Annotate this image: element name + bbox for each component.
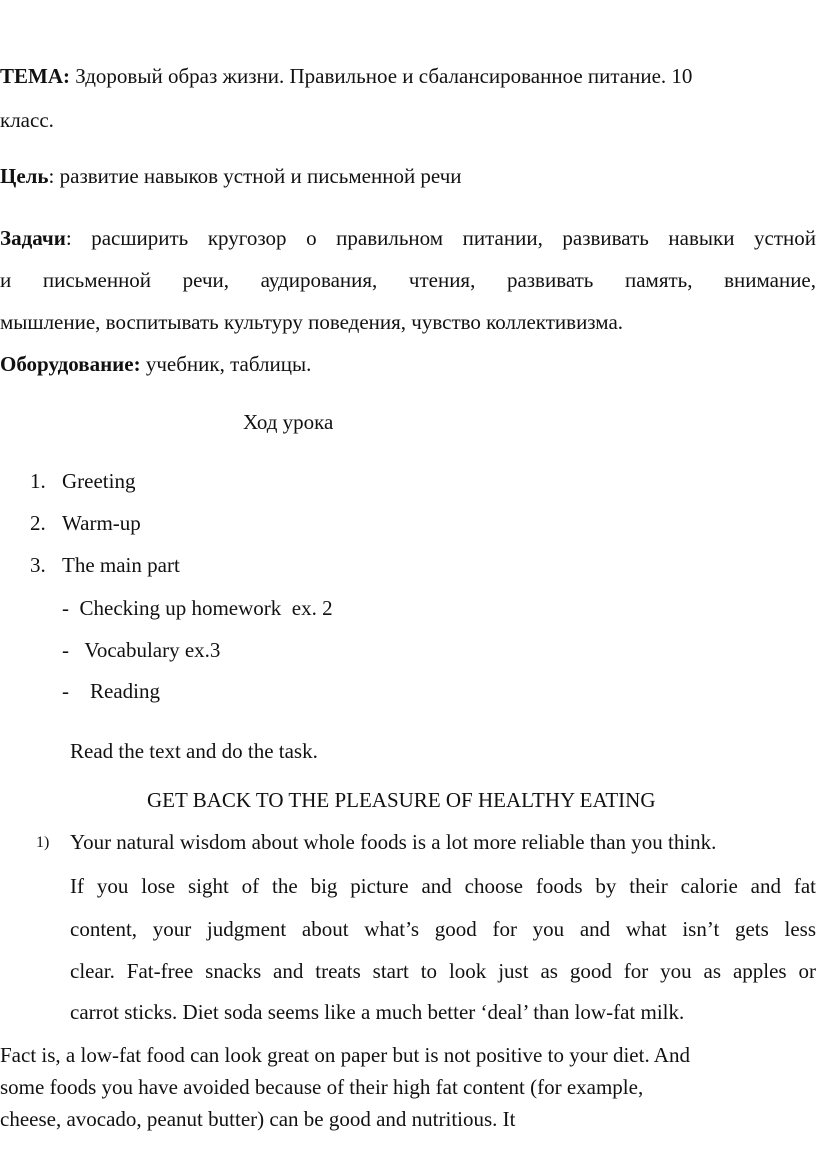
topic-label: ТЕМА:: [0, 64, 70, 88]
list-text: The main part: [62, 553, 180, 577]
tasks-word: речи,: [182, 268, 229, 292]
paragraph-number: 1): [36, 834, 50, 851]
tasks-word: устной: [754, 226, 816, 250]
paragraph-line: Your natural wisdom about whole foods is a lot more reliable than you think.: [70, 830, 717, 854]
goal-text: : развитие навыков устной и письменной речи: [48, 164, 462, 188]
tasks-word: чтения,: [408, 268, 476, 292]
text-line: cheese, avocado, peanut butter) can be good and nutritious. It: [0, 1107, 516, 1131]
sub-item: - Vocabulary ex.3: [62, 638, 221, 662]
tasks-word: питании,: [462, 226, 543, 250]
topic-line-1: [0, 66, 692, 87]
sub-item: - Reading: [62, 679, 160, 703]
instruction: Read the text and do the task.: [70, 739, 318, 763]
topic-text: Здоровый образ жизни. Правильное и сбалансированное питание. 10: [75, 64, 693, 88]
equipment-label: Оборудование:: [0, 352, 141, 376]
tasks-word: память,: [624, 268, 693, 292]
list-text: Greeting: [62, 469, 136, 493]
tasks-word: развивать: [562, 226, 649, 250]
goal-line: [0, 166, 462, 187]
tasks-word: внимание,: [724, 268, 816, 292]
tasks-colon: :: [65, 226, 72, 250]
equipment-text: учебник, таблицы.: [145, 352, 312, 376]
tasks-label-group: [0, 228, 72, 249]
tasks-word: правильном: [336, 226, 444, 250]
tasks-word: письменной: [42, 268, 152, 292]
tasks-word: аудирования,: [260, 268, 378, 292]
text-line: Fact is, a low-fat food can look great on paper but is not positive to your diet. And: [0, 1043, 690, 1067]
tasks-line-1: [0, 228, 816, 249]
goal-label: Цель: [0, 164, 49, 188]
tasks-line-3: мышление, воспитывать культуру поведения, чувство коллективизма.: [0, 310, 624, 334]
equipment-line: [0, 354, 311, 375]
topic-line-2: класс.: [0, 108, 54, 132]
tasks-word: навыки: [668, 226, 735, 250]
paragraph-line: content, your judgment about what’s good for you and what isn’t gets less: [70, 917, 816, 941]
sub-item: - Checking up homework ex. 2: [62, 596, 333, 620]
tasks-line-2: [0, 270, 816, 291]
text-line: some foods you have avoided because of their high fat content (for example,: [0, 1075, 644, 1099]
article-title: GET BACK TO THE PLEASURE OF HEALTHY EATING: [147, 788, 656, 812]
tasks-label: Задачи: [0, 226, 66, 250]
paragraph-line: If you lose sight of the big picture and choose foods by their calorie and fat: [70, 874, 816, 898]
paragraph-line: carrot sticks. Diet soda seems like a much better ‘deal’ than low-fat milk.: [70, 1000, 685, 1024]
list-number: 3.: [30, 553, 46, 577]
paragraph-line: clear. Fat-free snacks and treats start to look just as good for you as apples or: [70, 959, 816, 983]
tasks-word: развивать: [506, 268, 594, 292]
tasks-word: кругозор: [207, 226, 287, 250]
tasks-word: о: [306, 226, 317, 250]
list-text: Warm-up: [62, 511, 141, 535]
list-number: 1.: [30, 469, 46, 493]
tasks-word: расширить: [91, 226, 189, 250]
lesson-heading: Ход урока: [243, 410, 334, 434]
list-number: 2.: [30, 511, 46, 535]
tasks-word: и: [0, 268, 12, 292]
